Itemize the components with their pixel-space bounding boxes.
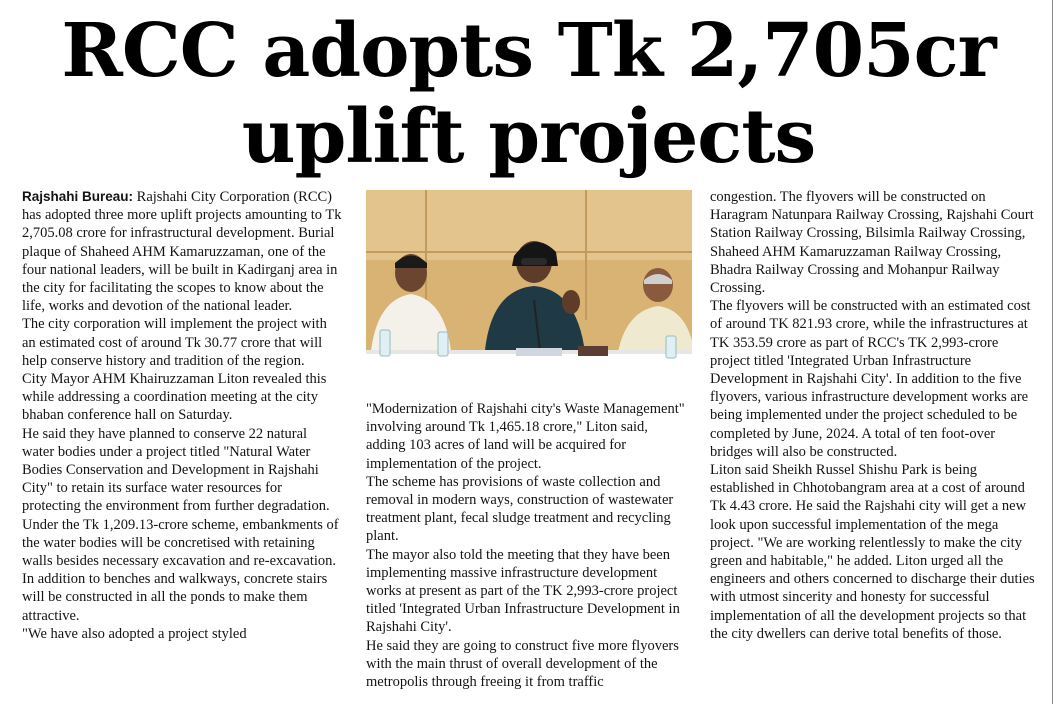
article-paragraph: He said they are going to construct five more flyovers with the main thrust of overall development of the metropolis through freeing it from traffic (366, 637, 679, 691)
meeting-photo-illustration (366, 190, 692, 388)
article-paragraph: The city corporation will implement the project with an estimated cost of around Tk 30.77 crore that will help conserve history and tradition of the region. (22, 316, 327, 369)
page-edge-rule (1052, 0, 1053, 704)
article-paragraph: The scheme has provisions of waste collection and removal in modern ways, construction of wastewater treatment plant, fecal sludge treatment and recycling plant. (366, 473, 674, 545)
article-paragraph: congestion. The flyovers will be constructed on Haragram Natunpara Railway Crossing, Rajshahi Court Station Railway Crossing, Bilsimla Railway Crossing, Shaheed AHM Kamaruzzaman Railway Crossing, Bhadra Railway Crossing and Mohanpur Railway Crossing. (710, 189, 1034, 297)
meeting-photo (366, 190, 692, 388)
article-paragraph: The mayor also told the meeting that they have been implementing massive infrastructure development works at present as part of the TK 2,993-crore project titled 'Integrated Urban Infrastructure Development in Rajshahi City'. (366, 546, 680, 636)
article-column-3 (710, 188, 1040, 643)
article-paragraph: The flyovers will be constructed with an estimated cost of around TK 821.93 crore, while the infrastructures at TK 353.59 crore as part of RCC's TK 2,993-crore project titled 'Integrated Urban Infrastructure Development in Rajshahi City'. In addition to the five flyovers, various infrastructure development works are being implemented under the project scheduled to be completed by June, 2024. A total of ten foot-over bridges will also be constructed. (710, 298, 1031, 460)
article-column-2 (366, 400, 690, 691)
article-column-1 (22, 188, 342, 643)
article-paragraph: "Modernization of Rajshahi city's Waste Management" involving around Tk 1,465.18 crore," Liton said, adding 103 acres of land will be acquired for implementation of the project. (366, 401, 685, 472)
article-paragraph (22, 188, 342, 315)
article-paragraph: "We have also adopted a project styled (22, 625, 247, 642)
paragraph-text: Rajshahi City Corporation (RCC) has adopted three more uplift projects amounting to Tk 2,705.08 crore for infrastructural development. Burial plaque of Shaheed AHM Kamaruzzaman, one of the four national leaders, will be built in Kadirganj area in the city for facilitating the scopes to know about the life, works and devotion of the national leader. (22, 189, 342, 315)
article-paragraph: City Mayor AHM Khairuzzaman Liton revealed this while addressing a coordination meeting at the city bhaban conference hall on Saturday. (22, 371, 327, 424)
byline: Rajshahi Bureau: (22, 189, 134, 204)
article-paragraph: Liton said Sheikh Russel Shishu Park is being established in Chhotobangram area at a cost of around Tk 4.43 crore. He said the Rajshahi city will get a new look upon successful implementation of the mega project. "We are working relentlessly to make the city green and habitable," he added. Liton urged all the engineers and others concerned to discharge their duties with utmost sincerity and honesty for successful implementation of all the development projects so that the city dwellers can derive total benefits of those. (710, 462, 1035, 642)
headline-line-1: RCC adopts Tk 2,705cr (61, 8, 996, 94)
article-paragraph: He said they have planned to conserve 22 natural water bodies under a project titled "Natural Water Bodies Conservation and Development in Rajshahi City" to retain its surface water resources for protecting the environment from further degradation. (22, 425, 330, 515)
headline-line-2: uplift projects (241, 94, 816, 180)
article-paragraph: Under the Tk 1,209.13-crore scheme, embankments of the water bodies will be concretised with retaining walls besides necessary excavation and re-excavation. In addition to benches and walkways, concrete stairs will be constructed in all the ponds to make them attractive. (22, 516, 339, 624)
